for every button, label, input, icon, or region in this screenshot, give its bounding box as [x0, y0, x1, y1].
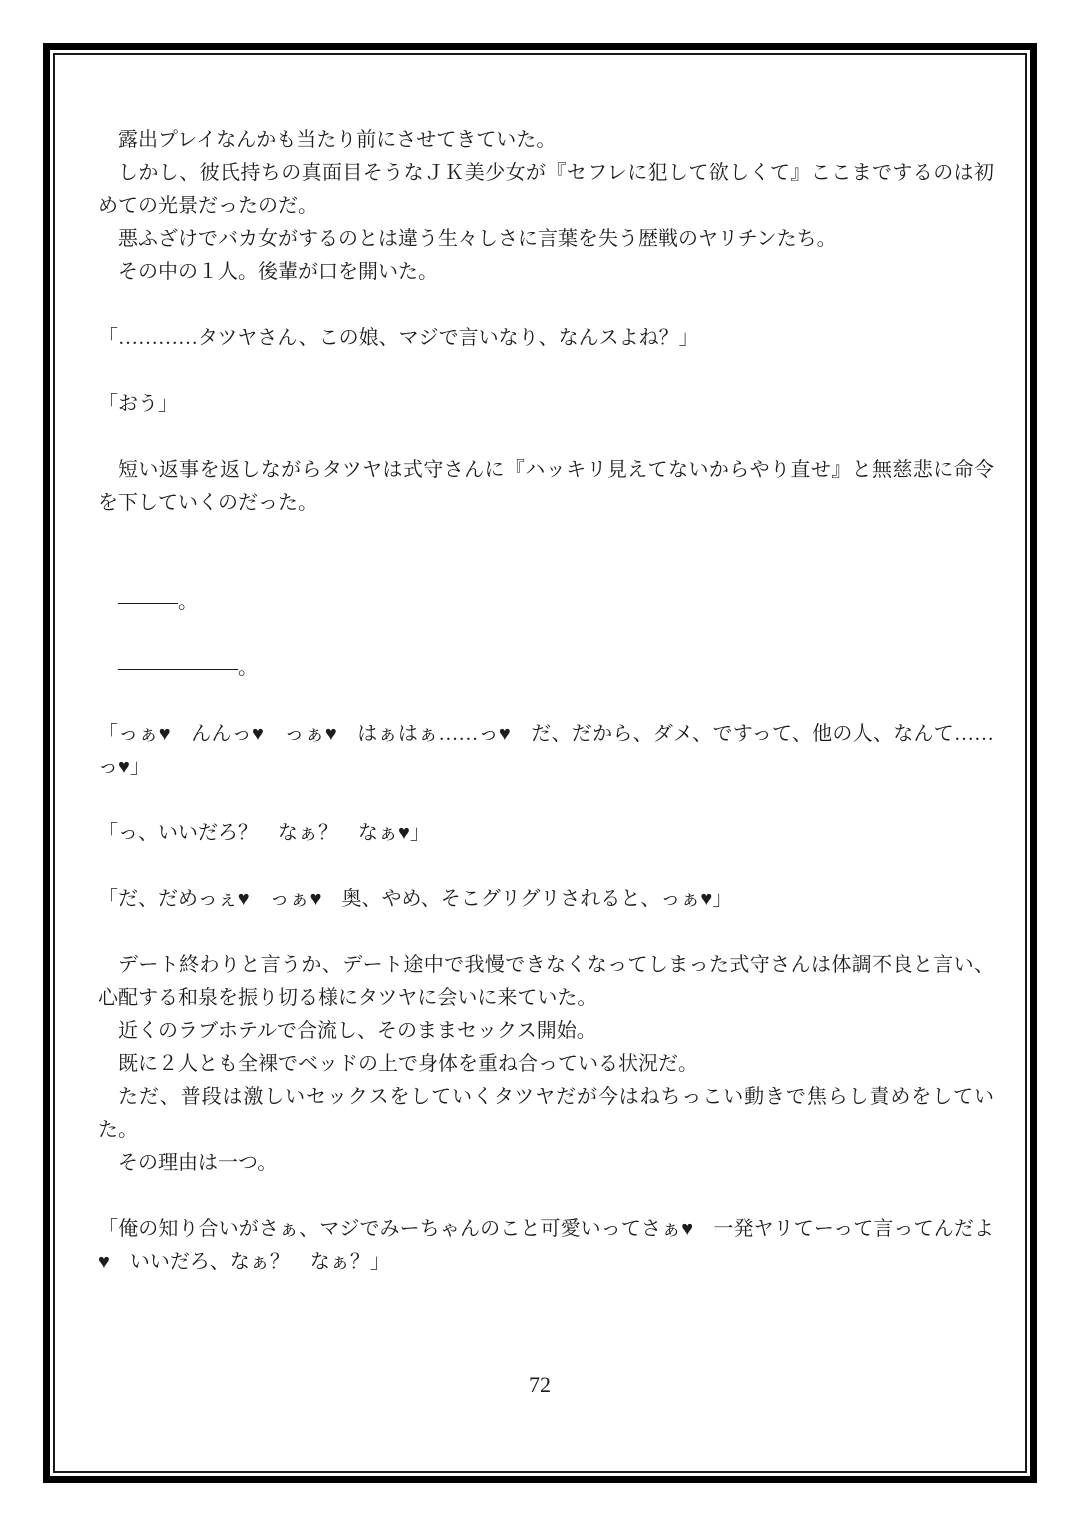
paragraph-narration: 悪ふざけでバカ女がするのとは違う生々しさに言葉を失う歴戦のヤリチンたち。: [118, 228, 837, 250]
paragraph-narration: しかし、彼氏持ちの真面目そうなＪＫ美少女が『セフレに犯して欲しくて』ここまでするのは初めての光景だったのだ。: [98, 162, 994, 217]
paragraph-dialogue: 「…………タツヤさん、この娘、マジで言いなり、なんスよね？」: [98, 327, 699, 349]
paragraph-narration: 短い返事を返しながらタツヤは式守さんに『ハッキリ見えてないからやり直せ』と無慈悲に命令を下していくのだった。: [98, 459, 994, 514]
blank-line: [98, 916, 994, 949]
paragraph-narration: デート終わりと言うか、デート途中で我慢できなくなってしまった式守さんは体調不良と言い、心配する和泉を振り切る様にタツヤに会いに来ていた。: [98, 954, 994, 1009]
blank-line: [98, 784, 994, 817]
blank-line: [98, 289, 994, 322]
paragraph-dialogue: 「おう」: [98, 393, 178, 415]
blank-line: [98, 553, 994, 586]
paragraph-dialogue: 「俺の知り合いがさぁ、マジでみーちゃんのこと可愛いってさぁ♥ 一発ヤリてーって言ってんだよ♥ いいだろ、なぁ？ なぁ？」: [98, 1218, 994, 1273]
blank-line: [98, 520, 994, 553]
paragraph-narration: ――――――。: [118, 657, 258, 679]
paragraph-narration: その中の１人。後輩が口を開いた。: [118, 261, 438, 283]
blank-line: [98, 850, 994, 883]
paragraph-narration: 露出プレイなんかも当たり前にさせてきていた。: [118, 129, 557, 151]
paragraph-dialogue: 「っぁ♥ んんっ♥ っぁ♥ はぁはぁ……っ♥ だ、だから、ダメ、ですって、他の人、なんて……っ♥」: [98, 723, 994, 778]
paragraph-narration: ただ、普段は激しいセックスをしていくタツヤだが今はねちっこい動きで焦らし責めをしていた。: [98, 1086, 994, 1141]
paragraph-narration: その理由は一つ。: [118, 1152, 278, 1174]
blank-line: [98, 355, 994, 388]
blank-line: [98, 619, 994, 652]
blank-line: [98, 421, 994, 454]
paragraph-narration: ―――。: [118, 591, 198, 613]
paragraph-dialogue: 「っ、いいだろ？ なぁ？ なぁ♥」: [98, 822, 430, 844]
paragraph-dialogue: 「だ、だめっぇ♥ っぁ♥ 奥、やめ、そこグリグリされると、っぁ♥」: [98, 888, 733, 910]
blank-line: [98, 1180, 994, 1213]
page-number: 72: [529, 1372, 551, 1397]
paragraph-narration: 既に２人とも全裸でベッドの上で身体を重ね合っている状況だ。: [118, 1053, 698, 1075]
blank-line: [98, 685, 994, 718]
paragraph-narration: 近くのラブホテルで合流し、そのままセックス開始。: [118, 1020, 597, 1042]
